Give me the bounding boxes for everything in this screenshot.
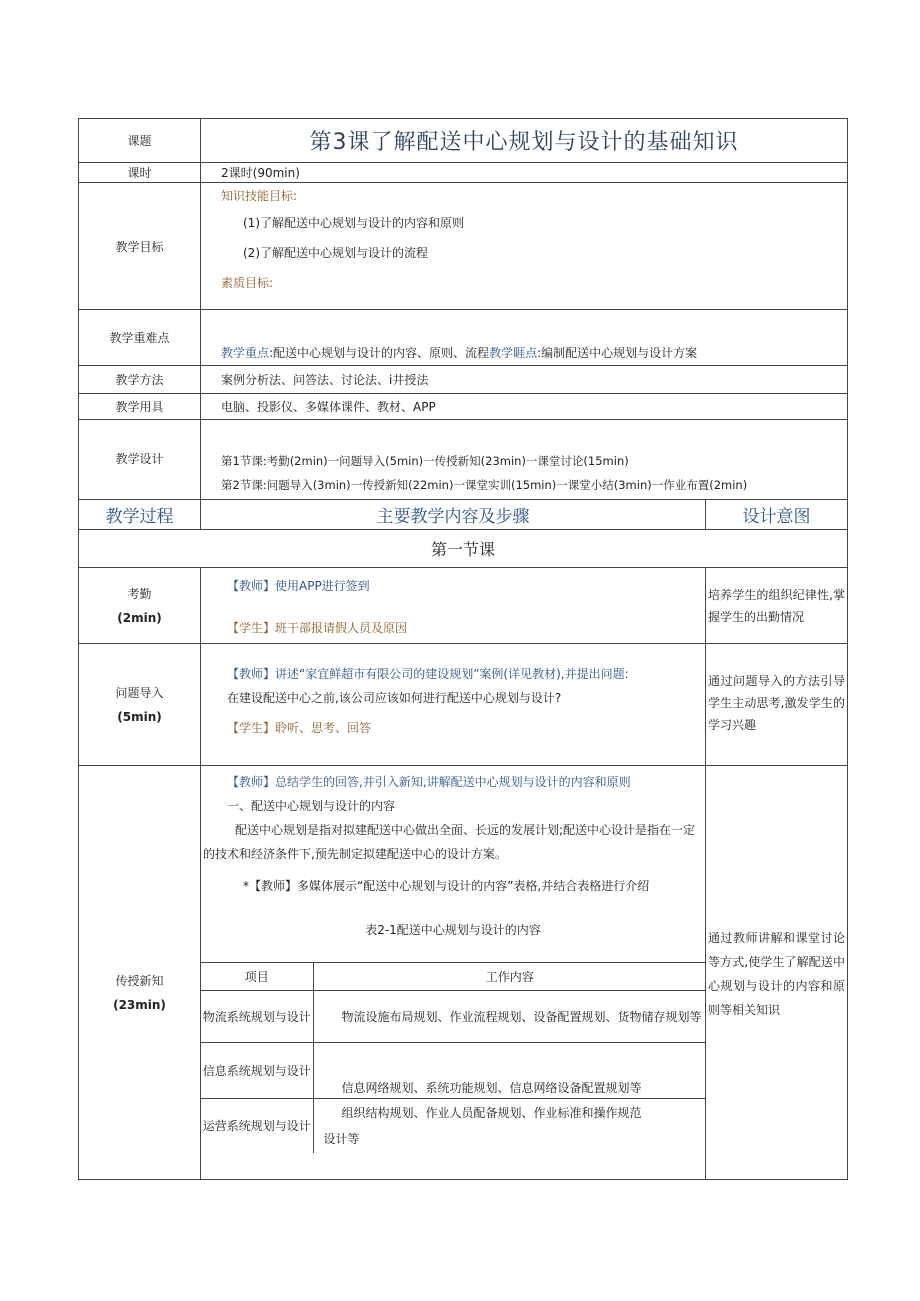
topic-label: 课题 bbox=[79, 119, 201, 163]
content-table-row bbox=[201, 1099, 706, 1153]
attendance-label: 考勤 bbox=[127, 586, 152, 601]
key-points-content bbox=[201, 310, 848, 366]
topic-title: 第3课了解配送中心规划与设计的基础知识 bbox=[201, 119, 848, 163]
key-difficulty-text: :编制配送中心规划与设计方案 bbox=[537, 346, 698, 360]
table-caption: 表2-1配送中心规划与设计的内容 bbox=[365, 923, 541, 937]
design-line-1: 第1节课:考勤(2min)一问题导入(5min)一传授新知(23min)一课堂讨论(15min) bbox=[221, 454, 629, 468]
teach-content bbox=[201, 766, 706, 1180]
key-focus-label: 教学重点 bbox=[221, 346, 270, 360]
hours-value: 2课时(90min) bbox=[201, 163, 848, 183]
hours-row bbox=[79, 163, 848, 183]
attendance-student: 【学生】班干部报请假人员及原因 bbox=[227, 621, 408, 635]
content-table-head-item: 项目 bbox=[201, 963, 313, 991]
intro-student: 【学生】聆听、思考、回答 bbox=[227, 721, 372, 735]
design-content bbox=[201, 420, 848, 500]
goals-sub-quality: 素质目标: bbox=[221, 276, 274, 290]
teach-duration: (23min) bbox=[113, 997, 166, 1012]
hours-label: 课时 bbox=[79, 163, 201, 183]
content-table-work: 组织结构规划、作业人员配备规划、作业标准和操作规范设计等 bbox=[313, 1099, 706, 1153]
content-table-head bbox=[201, 963, 706, 991]
content-table-work: 物流设施布局规划、作业流程规划、设备配置规划、货物储存规划等 bbox=[313, 991, 706, 1043]
intro-label: 问题导入 bbox=[115, 685, 164, 700]
teach-heading: 一、配送中心规划与设计的内容 bbox=[227, 799, 396, 813]
attendance-content bbox=[201, 568, 706, 644]
intro-row bbox=[79, 644, 848, 766]
content-table-work: 信息网络规划、系统功能规划、信息网络设备配置规划等 bbox=[313, 1043, 706, 1099]
key-focus-text: :配送中心规划与设计的内容、原则、流程 bbox=[269, 346, 490, 360]
goals-item-2: (2)了解配送中心规划与设计的流程 bbox=[243, 246, 428, 260]
content-table-row bbox=[201, 1043, 706, 1099]
key-difficulty-label: 教学睚点 bbox=[489, 346, 538, 360]
intro-teacher: 【教师】讲述“家宜鲜超市有限公司的建设规划”案例(详见教材),并提出问题: bbox=[227, 667, 629, 681]
content-table bbox=[201, 962, 706, 1153]
content-table-head-work: 工作内容 bbox=[313, 963, 706, 991]
teach-row bbox=[79, 766, 848, 1180]
intro-duration: (5min) bbox=[117, 709, 162, 724]
attendance-duration: (2min) bbox=[117, 610, 162, 625]
intro-intent: 通过问题导入的方法引导学生主动思考,激发学生的学习兴趣 bbox=[706, 644, 848, 766]
content-table-item: 信息系统规划与设计 bbox=[201, 1043, 313, 1099]
teach-teacher: 【教师】总结学生的回答,并引入新知,讲解配送中心规划与设计的内容和原则 bbox=[227, 775, 631, 789]
tools-row bbox=[79, 394, 848, 420]
content-table-row bbox=[201, 991, 706, 1043]
design-row bbox=[79, 420, 848, 500]
lesson-plan-table bbox=[78, 118, 848, 1180]
method-row bbox=[79, 366, 848, 394]
attendance-teacher: 【教师】使用APP进行签到 bbox=[227, 579, 370, 593]
process-header-intent: 设计意图 bbox=[706, 500, 848, 530]
teach-stage bbox=[79, 766, 201, 1180]
section-title-row bbox=[79, 530, 848, 568]
process-header-stage: 教学过程 bbox=[79, 500, 201, 530]
tools-value: 电脑、投影仪、多媒体课件、教材、APP bbox=[201, 394, 848, 420]
section-title: 第一节课 bbox=[79, 530, 848, 568]
content-table-item: 运营系统规划与设计 bbox=[201, 1099, 313, 1153]
attendance-stage bbox=[79, 568, 201, 644]
method-label: 教学方法 bbox=[79, 366, 201, 394]
key-points-label: 教学重难点 bbox=[79, 310, 201, 366]
teach-label: 传授新知 bbox=[115, 973, 164, 988]
attendance-intent: 培养学生的组织纪律性,掌握学生的出勤情况 bbox=[706, 568, 848, 644]
attendance-row bbox=[79, 568, 848, 644]
design-label: 教学设计 bbox=[79, 420, 201, 500]
teach-para-2: *【教师】多媒体展示“配送中心规划与设计的内容”表格,并结合表格进行介绍 bbox=[243, 879, 650, 893]
goals-sub-knowledge: 知识技能目标: bbox=[221, 189, 298, 203]
topic-row bbox=[79, 119, 848, 163]
design-line-2: 第2节课:问题导入(3min)一传授新知(22min)一课堂实训(15min)一课堂小结(3min)一作业布置(2min) bbox=[221, 478, 748, 492]
process-header-content: 主要教学内容及步骤 bbox=[201, 500, 706, 530]
content-table-item: 物流系统规划与设计 bbox=[201, 991, 313, 1043]
goals-item-1: (1)了解配送中心规划与设计的内容和原则 bbox=[243, 216, 464, 230]
method-value: 案例分析法、问答法、讨论法、i井授法 bbox=[201, 366, 848, 394]
goals-content bbox=[201, 183, 848, 310]
lesson-plan bbox=[78, 118, 847, 1180]
intro-content bbox=[201, 644, 706, 766]
teach-para-1: 配送中心规划是指对拟建配送中心做出全面、长远的发展计划;配送中心设计是指在一定的技术和经济条件下,预先制定拟建配送中心的设计方案。 bbox=[203, 823, 696, 861]
intro-question: 在建设配送中心之前,该公司应该如何进行配送中心规划与设计? bbox=[227, 691, 562, 705]
goals-label: 教学目标 bbox=[79, 183, 201, 310]
process-header-row bbox=[79, 500, 848, 530]
teach-intent: 通过教师讲解和课堂讨论等方式,使学生了解配送中心规划与设计的内容和原则等相关知识 bbox=[706, 766, 848, 1180]
key-points-row bbox=[79, 310, 848, 366]
goals-row bbox=[79, 183, 848, 310]
intro-stage bbox=[79, 644, 201, 766]
tools-label: 教学用具 bbox=[79, 394, 201, 420]
